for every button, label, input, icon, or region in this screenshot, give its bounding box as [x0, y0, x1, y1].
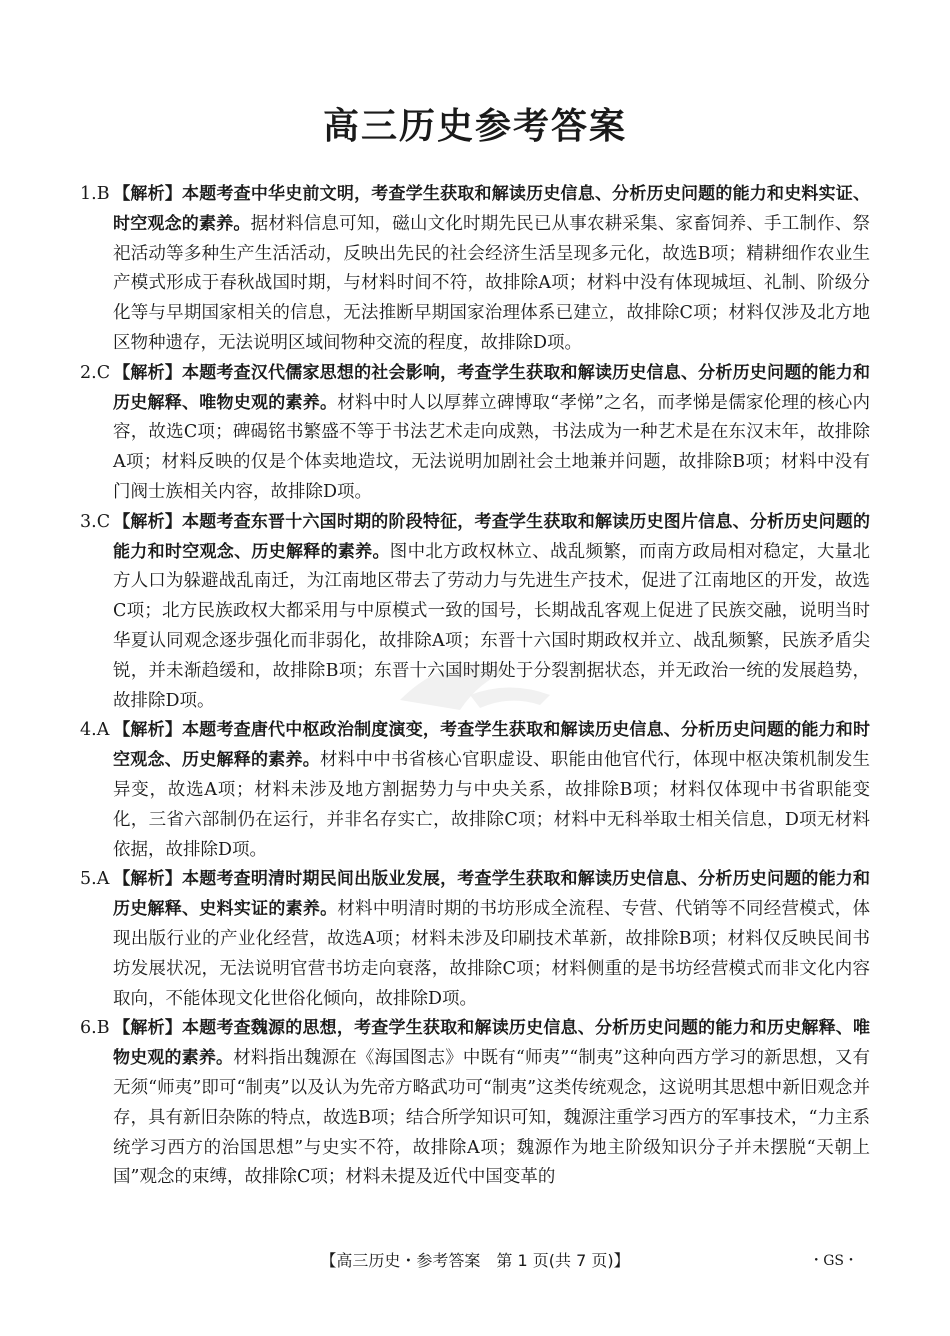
analysis-tag: 【解析】 [113, 869, 183, 890]
answer-item-4 [80, 716, 870, 865]
analysis-lead: 本题考查中华史前文明，考查学生获取和解读历史信息、分析历史问题的能力和史料实证、时空观念的素养。 [113, 184, 871, 234]
page-footer: 【高三历史・参考答案 第 1 页(共 7 页)】 [320, 1251, 630, 1270]
analysis-lead: 本题考查明清时期民间出版业发展，考查学生获取和解读历史信息、分析历史问题的能力和历史解释、史料实证的素养。 [113, 869, 871, 920]
analysis-lead: 本题考查汉代儒家思想的社会影响，考查学生获取和解读历史信息、分析历史问题的能力和历史解释、唯物史观的素养。 [113, 362, 871, 413]
analysis-tag: 【解析】 [113, 362, 183, 383]
analysis-body: 据材料信息可知，磁山文化时期先民已从事农耕采集、家畜饲养、手工制作、祭祀活动等多种生产生活活动，反映出先民的社会经济生活呈现多元化，故选B项；精耕细作农业生产模式形成于春秋战国时期，与材料时间不符，故排除A项；材料中没有体现城垣、礼制、阶级分化等与早期国家相关的信息，无法推断早期国家治理体系已建立，故排除C项；材料仅涉及北方地区物种遗存，无法说明区域间物种交流的程度，故排除D项。 [113, 213, 871, 353]
analysis-body: 材料指出魏源在《海国图志》中既有“师夷”“制夷”这种向西方学习的新思想，又有无须“师夷”即可“制夷”以及认为先帝方略武功可“制夷”这类传统观念，这说明其思想中新旧观念并存，具有新旧杂陈的特点，故选B项；结合所学知识可知，魏源注重学习西方的军事技术，“力主系统学习西方的治国思想”与史实不符，故排除A项；魏源作为地主阶级知识分子并未摆脱“天朝上国”观念的束缚，故排除C项；材料未提及近代中国变革的 [113, 1048, 871, 1188]
answer-number: 4.A [80, 720, 110, 741]
analysis-lead: 本题考查魏源的思想，考查学生获取和解读历史信息、分析历史问题的能力和历史解释、唯物史观的素养。 [113, 1018, 871, 1069]
answer-number: 5.A [80, 869, 110, 890]
analysis-lead: 本题考查东晋十六国时期的阶段特征，考查学生获取和解读历史图片信息、分析历史问题的能力和时空观念、历史解释的素养。 [113, 511, 871, 562]
analysis-tag: 【解析】 [113, 184, 183, 204]
analysis-tag: 【解析】 [113, 511, 183, 532]
analysis-body: 材料中中书省核心官职虚设、职能由他官代行，体现中枢决策机制发生异变，故选A项；材料未涉及地方割据势力与中央关系，故排除B项；材料仅体现中书省职能变化，三省六部制仍在运行，并非名存实亡，故排除C项；材料中无科举取士相关信息，D项无材料依据，故排除D项。 [113, 750, 870, 860]
answer-number: 3.C [80, 511, 111, 532]
answer-item-5 [80, 865, 870, 1014]
analysis-body: 材料中时人以厚葬立碑博取“孝悌”之名，而孝悌是儒家伦理的核心内容，故选C项；碑碣铭书繁盛不等于书法艺术走向成熟，书法成为一种艺术是在东汉末年，故排除A项；材料反映的仅是个体卖地造坟，无法说明加剧社会土地兼并问题，故排除B项；材料中没有门阀士族相关内容，故排除D项。 [113, 392, 870, 502]
answer-item-6 [80, 1014, 870, 1193]
answer-item-3 [80, 508, 870, 717]
page-title: 高三历史参考答案 [322, 106, 627, 147]
answer-item-2 [80, 359, 870, 508]
answer-number: 6.B [80, 1018, 110, 1039]
analysis-tag: 【解析】 [113, 1018, 183, 1039]
answer-number: 1.B [80, 184, 110, 204]
analysis-body: 材料中明清时期的书坊形成全流程、专营、代销等不同经营模式，体现出版行业的产业化经营，故选A项；材料未涉及印刷技术革新，故排除B项；材料仅反映民间书坊发展状况，无法说明官营书坊走向衰落，故排除C项；材料侧重的是书坊经营模式而非文化内容取向，不能体现文化世俗化倾向，故排除D项。 [113, 899, 870, 1009]
answer-item-1 [80, 180, 870, 359]
analysis-tag: 【解析】 [113, 720, 183, 741]
analysis-body: 图中北方政权林立、战乱频繁，而南方政局相对稳定，大量北方人口为躲避战乱南迁，为江南地区带去了劳动力与先进生产技术，促进了江南地区的开发，故选C项；北方民族政权大都采用与中原模式一致的国号，长期战乱客观上促进了民族交融，说明当时华夏认同观念逐步强化而非弱化，故排除A项；东晋十六国时期政权并立、战乱频繁，民族矛盾尖锐，并未渐趋缓和，故排除B项；东晋十六国时期处于分裂割据状态，并无政治一统的发展趋势，故排除D项。 [113, 541, 871, 711]
analysis-lead: 本题考查唐代中枢政治制度演变，考查学生获取和解读历史信息、分析历史问题的能力和时空观念、历史解释的素养。 [113, 720, 871, 771]
answer-number: 2.C [80, 362, 111, 383]
answer-list [80, 180, 870, 1193]
footer-code: ・GS・ [809, 1253, 858, 1269]
